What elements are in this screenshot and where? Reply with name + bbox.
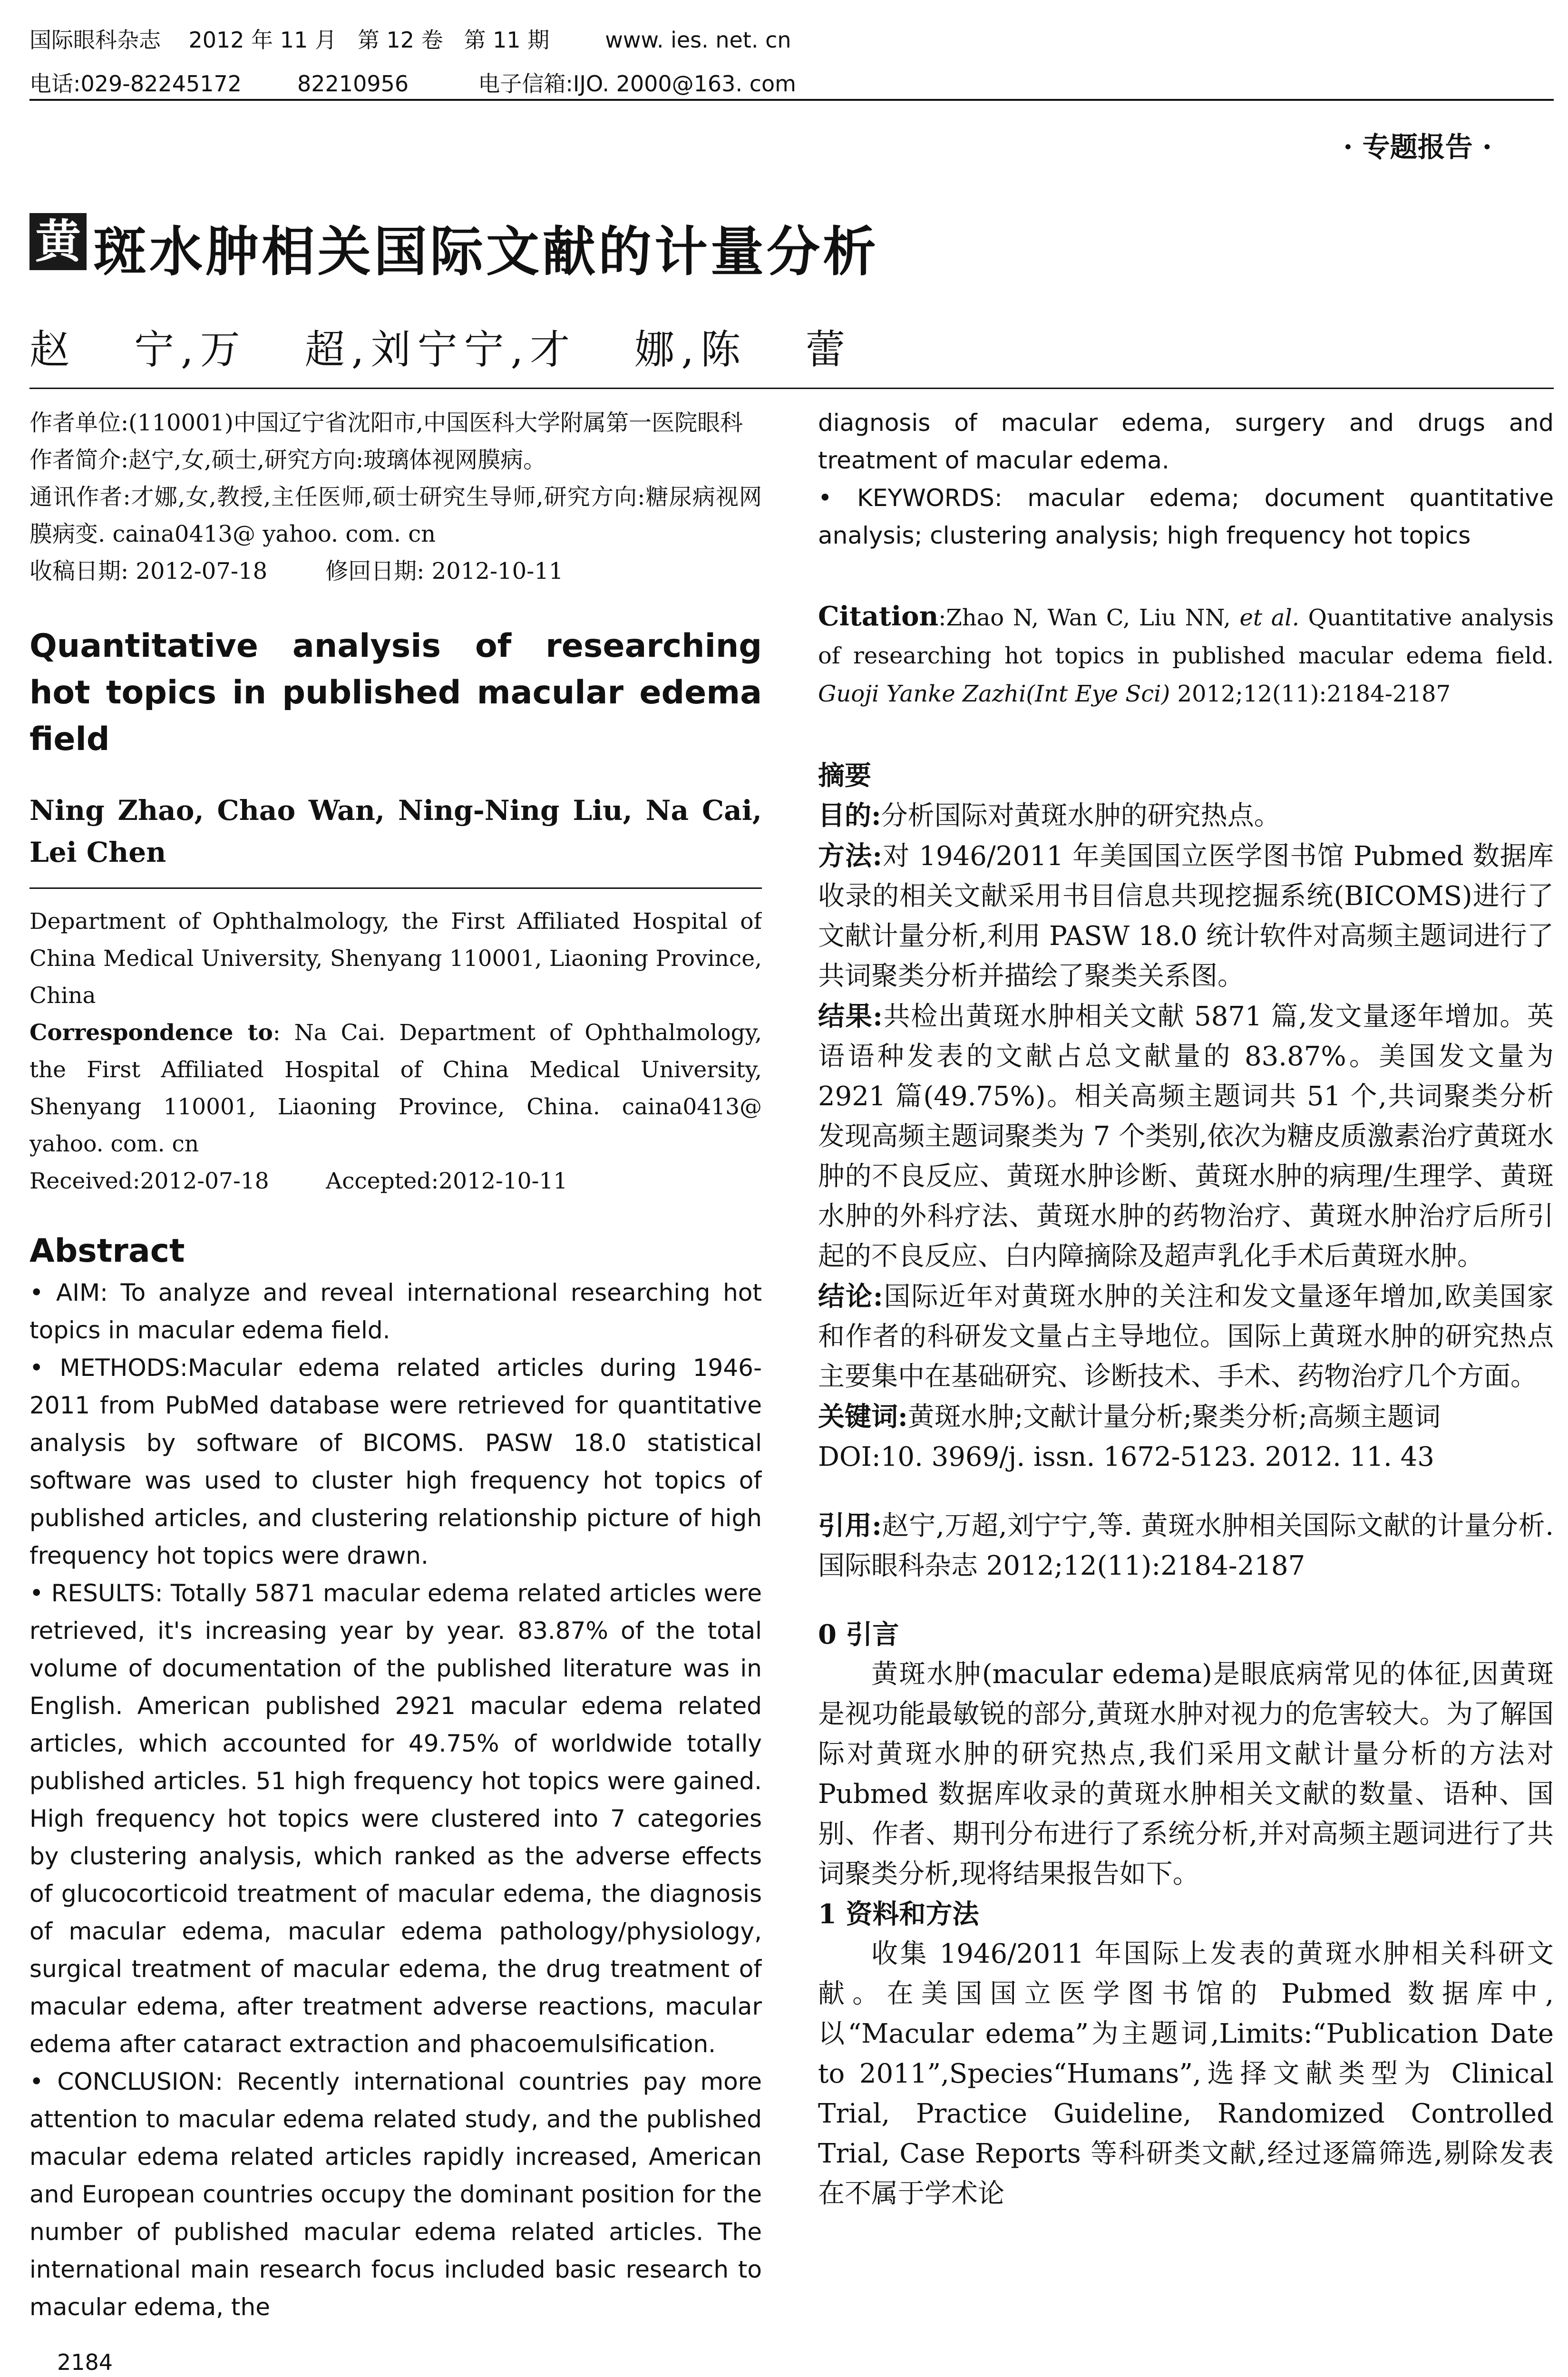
abstract-heading: Abstract bbox=[29, 1232, 185, 1270]
doi: DOI:10. 3969/j. issn. 1672-5123. 2012. 11. 43 bbox=[818, 1442, 1434, 1472]
title-initial-box: 黄 bbox=[29, 213, 87, 270]
author-affiliation-cn: 作者单位:(110001)中国辽宁省沈阳市,中国医科大学附属第一医院眼科 bbox=[29, 409, 743, 436]
correspondence-label: Correspondence to bbox=[29, 1020, 273, 1046]
cn-abstract-conclusion bbox=[818, 1276, 1554, 1397]
cn-keywords-label: 关键词: bbox=[818, 1401, 908, 1432]
journal-header-line1: 国际眼科杂志 2012 年 11 月 第 12 卷 第 11 期 www. ies. net. cn bbox=[29, 27, 791, 53]
cn-abstract-methods bbox=[818, 836, 1554, 996]
section-tag: · 专题报告 · bbox=[1343, 131, 1492, 163]
section-0-heading: 0 引言 bbox=[818, 1619, 899, 1650]
right-column bbox=[818, 404, 1554, 2335]
left-column bbox=[29, 404, 762, 2335]
english-correspondence bbox=[29, 1014, 762, 1163]
author-bio-cn: 作者简介:赵宁,女,硕士,研究方向:玻璃体视网膜病。 bbox=[29, 447, 546, 473]
authors-chinese: 赵 宁,万 超,刘宁宁,才 娜,陈 蕾 bbox=[29, 326, 852, 373]
section-1-heading: 1 资料和方法 bbox=[818, 1899, 979, 1930]
citation-cn-label: 引用: bbox=[818, 1510, 882, 1541]
page-number: 2184 bbox=[57, 2349, 113, 2375]
english-authors: Ning Zhao, Chao Wan, Ning-Ning Liu, Na Cai, Lei Chen bbox=[29, 794, 762, 868]
english-title: Quantitative analysis of researching hot topics in published macular edema field bbox=[29, 627, 762, 758]
english-received: Received:2012-07-18 Accepted:2012-10-11 bbox=[29, 1168, 568, 1194]
section-1-text: 收集 1946/2011 年国际上发表的黄斑水肿相关科研文献。在美国国立医学图书馆的 Pubmed 数据库中,以“Macular edema”为主题词,Limits:“Publication Date to 2011”,Species“Humans”,选择文献类型为 Clinical Trial, Practice Guideline, Randomized Controlled Trial, Case Reports 等科研类文献,经过逐篇筛选,剔除发表在不属于学术论 bbox=[818, 1939, 1554, 2209]
abstract-conclusion-cont: diagnosis of macular edema, surgery and drugs and treatment of macular edema. bbox=[818, 409, 1554, 474]
abstract-conclusion: • CONCLUSION: Recently international countries pay more attention to macular edema related study, and the published macular edema related articles rapidly increased, American and European countries occupy the dominant position for the number of published macular edema related articles. The international main research focus included basic research to macular edema, the bbox=[29, 2068, 762, 2321]
abstract-results: • RESULTS: Totally 5871 macular edema related articles were retrieved, it's increasing year by year. 83.87% of the total volume of documentation of the published literature was in English. American published 2921 macular edema related articles, which accounted for 49.75% of worldwide totally published articles. 51 high frequency hot topics were gained. High frequency hot topics were clustered into 7 categories by clustering analysis, which ranked as the adverse effects of glucocorticoid treatment of macular edema, the diagnosis of macular edema, macular edema pathology/physiology, surgical treatment of macular edema, the drug treatment of macular edema, after treatment adverse reactions, macular edema after cataract extraction and phacoemulsification. bbox=[29, 1579, 762, 2058]
citation-title: Quantitative analysis of researching hot topics in published macular edema field. bbox=[818, 604, 1554, 669]
header-rule bbox=[29, 99, 1554, 101]
citation-authors: :Zhao N, Wan C, Liu NN, bbox=[938, 604, 1240, 631]
cn-aim-text: 分析国际对黄斑水肿的研究热点。 bbox=[881, 800, 1281, 831]
citation-cn bbox=[818, 1506, 1554, 1586]
citation-cn-text: 赵宁,万超,刘宁宁,等. 黄斑水肿相关国际文献的计量分析. 国际眼科杂志 2012;12(11):2184-2187 bbox=[818, 1510, 1554, 1581]
correspondence-cn: 通讯作者:才娜,女,教授,主任医师,硕士研究生导师,研究方向:糖尿病视网膜病变. caina0413@ yahoo. com. cn bbox=[29, 484, 762, 547]
abstract-keywords: • KEYWORDS: macular edema; document quantitative analysis; clustering analysis; high frequency hot topics bbox=[818, 484, 1554, 549]
affiliation-rule bbox=[29, 887, 762, 889]
citation-volume: 2012;12(11):2184-2187 bbox=[1170, 681, 1451, 707]
cn-results-text: 共检出黄斑水肿相关文献 5871 篇,发文量逐年增加。英语语种发表的文献占总文献量的 83.87%。美国发文量为 2921 篇(49.75%)。相关高频主题词共 51 个,共词聚类分析发现高频主题词聚类为 7 个类别,依次为糖皮质激素治疗黄斑水肿的不良反应、黄斑水肿诊断、黄斑水肿的病理/生理学、黄斑水肿的外科疗法、黄斑水肿的药物治疗、黄斑水肿治疗后所引起的不良反应、白内障摘除及超声乳化手术后黄斑水肿。 bbox=[818, 1001, 1554, 1272]
cn-aim-label: 目的: bbox=[818, 800, 881, 831]
received-date-cn: 收稿日期: 2012-07-18 修回日期: 2012-10-11 bbox=[29, 558, 564, 585]
cn-keywords bbox=[818, 1397, 1554, 1437]
cn-methods-label: 方法: bbox=[818, 840, 883, 872]
abstract-methods: • METHODS:Macular edema related articles during 1946-2011 from PubMed database were retrieved for quantitative analysis by software of BICOMS. PASW 18.0 statistical software was used to cluster high frequency hot topics of published articles, and clustering relationship picture of high frequency hot topics were drawn. bbox=[29, 1354, 762, 1569]
cn-conclusion-text: 国际近年对黄斑水肿的关注和发文量逐年增加,欧美国家和作者的科研发文量占主导地位。国际上黄斑水肿的研究热点主要集中在基础研究、诊断技术、手术、药物治疗几个方面。 bbox=[818, 1281, 1554, 1392]
cn-keywords-text: 黄斑水肿;文献计量分析;聚类分析;高频主题词 bbox=[907, 1402, 1441, 1432]
english-affiliation: Department of Ophthalmology, the First Affiliated Hospital of China Medical University, Shenyang 110001, Liaoning Province, China bbox=[29, 908, 762, 1009]
title-rule bbox=[29, 388, 1554, 389]
citation-en bbox=[818, 597, 1554, 713]
section-0-text: 黄斑水肿(macular edema)是眼底病常见的体征,因黄斑是视功能最敏锐的部分,黄斑水肿对视力的危害较大。为了解国际对黄斑水肿的研究热点,我们采用文献计量分析的方法对 Pubmed 数据库收录的黄斑水肿相关文献的数量、语种、国别、作者、期刊分布进行了系统分析,并对高频主题词进行了共词聚类分析,现将结果报告如下。 bbox=[818, 1659, 1554, 1890]
cn-methods-text: 对 1946/2011 年美国国立医学图书馆 Pubmed 数据库收录的相关文献采用书目信息共现挖掘系统(BICOMS)进行了文献计量分析,利用 PASW 18.0 统计软件对高频主题词进行了共词聚类分析并描绘了聚类关系图。 bbox=[818, 841, 1554, 992]
citation-etal: et al. bbox=[1239, 604, 1299, 631]
citation-label: Citation bbox=[818, 601, 939, 632]
correspondence-text: : Na Cai. Department of Ophthalmology, the First Affiliated Hospital of China Medical University, Shenyang 110001, Liaoning Province, China. caina0413@ yahoo. com. cn bbox=[29, 1020, 762, 1157]
cn-abstract-results bbox=[818, 996, 1554, 1276]
cn-abstract-aim bbox=[818, 796, 1554, 836]
cn-abstract-heading: 摘要 bbox=[818, 760, 871, 791]
cn-results-label: 结果: bbox=[818, 1001, 883, 1032]
journal-header-line2: 电话:029-82245172 82210956 电子信箱:IJO. 2000@163. com bbox=[29, 71, 796, 97]
citation-journal: Guoji Yanke Zazhi(Int Eye Sci) bbox=[818, 681, 1170, 707]
abstract-aim: • AIM: To analyze and reveal international researching hot topics in macular edema field. bbox=[29, 1279, 762, 1344]
article-title: 斑水肿相关国际文献的计量分析 bbox=[93, 221, 879, 283]
cn-conclusion-label: 结论: bbox=[818, 1281, 883, 1312]
